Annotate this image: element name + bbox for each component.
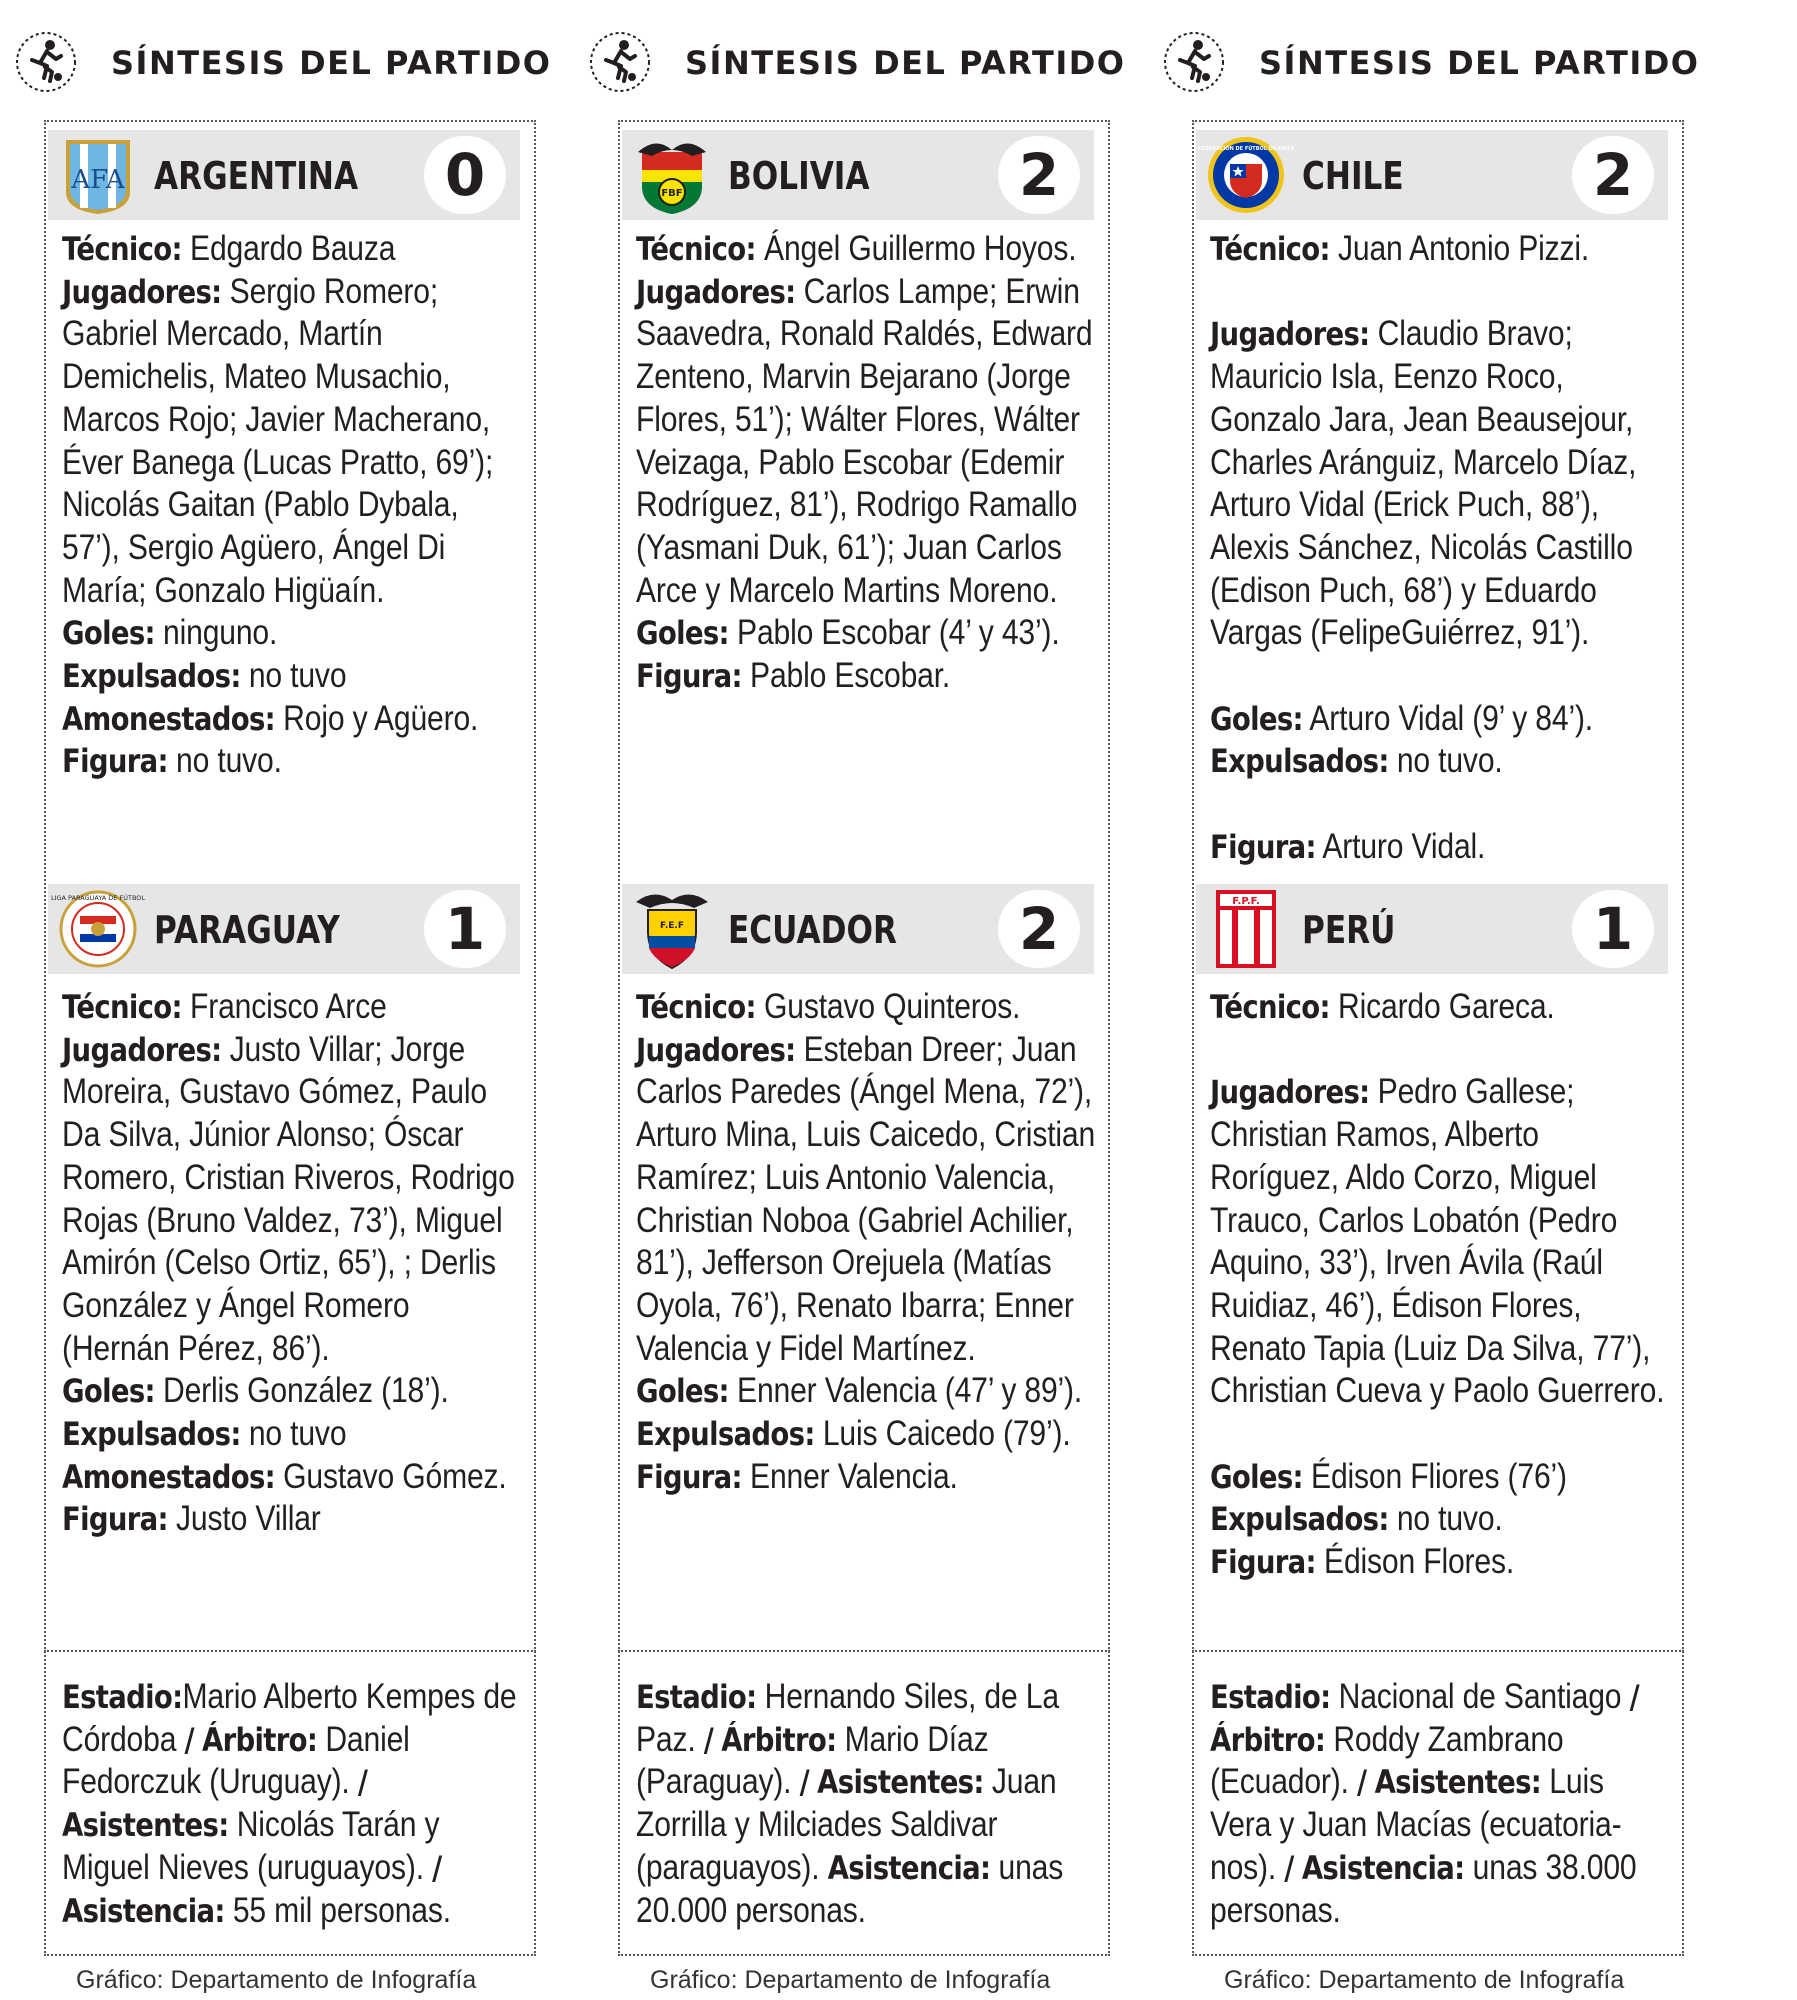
chile-crest-text: FEDERACIÓN DE FÚTBOL DE CHILE — [1197, 146, 1295, 152]
jugadores: Sergio Romero; Gabriel Mercado, Martín Demichelis, Mateo Musachio, Marcos Rojo; Javier Macherano, Éver Banega (Lucas Pratto, 69’); Nicolás Gaitan (Pablo Dybala, 57’), Sergio Agüero, Ángel Di María; Gonzalo Higüaín. — [62, 271, 494, 610]
label-goles: Goles: — [1210, 699, 1303, 738]
label-goles: Goles: — [62, 614, 155, 653]
section-header — [588, 30, 1126, 106]
score: 2 — [998, 890, 1080, 968]
estadio: Nacional de Santiago — [1338, 1677, 1622, 1716]
label-figura: Figura: — [1210, 827, 1316, 866]
label-jugadores: Jugadores: — [62, 1030, 222, 1069]
label-jugadores: Jugadores: — [636, 1030, 796, 1069]
paraguay-league-crest-icon — [50, 888, 146, 970]
paraguay-crest-text: LIGA PARAGUAYA DE FÚTBOL — [50, 894, 146, 902]
tecnico: Juan Antonio Pizzi. — [1338, 229, 1590, 268]
expulsados: no tuvo. — [1396, 1499, 1503, 1539]
amonestados: Gustavo Gómez. — [283, 1456, 507, 1496]
column-argentina-paraguay — [0, 0, 552, 2000]
figura: Justo Villar — [176, 1499, 321, 1539]
match-details — [1210, 1676, 1670, 1932]
slash: / — [184, 1720, 194, 1759]
label-tecnico: Técnico: — [1210, 988, 1330, 1026]
score: 2 — [1572, 136, 1654, 214]
label-jugadores: Jugadores: — [62, 272, 222, 311]
figura: Pablo Escobar. — [750, 656, 951, 696]
separator — [1192, 1650, 1684, 1652]
match-details — [62, 1676, 522, 1932]
running-player-icon — [588, 30, 652, 94]
jugadores: Justo Villar; Jorge Moreira, Gustavo Gómez, Paulo Da Silva, Júnior Alonso; Óscar Romero, Cristian Riveros, Rodrigo Rojas (Bruno Valdez, 73’), Miguel Amirón (Celso Ortiz, 65’), ; Derlis González y Ángel Romero (Hernán Pérez, 86’). — [62, 1029, 515, 1368]
label-figura: Figura: — [1210, 1543, 1316, 1582]
figura: Arturo Vidal. — [1322, 826, 1486, 866]
label-tecnico: Técnico: — [1210, 230, 1330, 268]
team-name: ECUADOR — [728, 908, 897, 952]
score: 1 — [424, 890, 506, 968]
fbf-crest-icon — [632, 134, 712, 216]
tecnico: Gustavo Quinteros. — [764, 987, 1021, 1026]
label-figura: Figura: — [62, 742, 168, 781]
section-header — [14, 30, 552, 106]
label-estadio: Estadio: — [636, 1678, 757, 1716]
label-estadio: Estadio: — [1210, 1678, 1331, 1716]
fbf-crest-text: FBF — [661, 188, 683, 199]
label-tecnico: Técnico: — [62, 230, 182, 268]
label-asistentes: Asistentes: — [817, 1763, 984, 1802]
tecnico: Edgardo Bauza — [190, 229, 396, 268]
label-goles: Goles: — [636, 614, 729, 653]
goles: Derlis González (18’). — [163, 1371, 449, 1411]
arbitro: Mario Díaz (Paraguay). — [636, 1719, 989, 1802]
tecnico: Ángel Guillermo Hoyos. — [764, 229, 1077, 268]
label-goles: Goles: — [62, 1372, 155, 1411]
goles: Arturo Vidal (9’ y 84’). — [1309, 698, 1594, 738]
score: 1 — [1572, 890, 1654, 968]
fef-crest-text: F.E.F — [660, 921, 684, 931]
lineup-bolivia — [636, 228, 1096, 698]
tecnico: Ricardo Gareca. — [1338, 987, 1555, 1026]
graphic-credit: Gráfico: Departamento de Infografía — [1224, 1966, 1625, 1994]
expulsados: no tuvo. — [1396, 741, 1503, 781]
asistentes: Juan Zorrilla y Milciades Saldivar (paraguayos). — [636, 1762, 1057, 1887]
team-name: CHILE — [1302, 154, 1404, 198]
label-amonestados: Amonestados: — [62, 699, 275, 738]
arbitro: Roddy Zambrano (Ecuador). — [1210, 1719, 1564, 1802]
asistencia: unas 38.000 personas. — [1210, 1847, 1637, 1930]
expulsados: no tuvo — [248, 656, 347, 696]
slash: / — [1284, 1848, 1294, 1887]
arbitro: Daniel Fedorczuk (Uruguay). — [62, 1719, 410, 1802]
label-expulsados: Expulsados: — [636, 1415, 815, 1454]
expulsados: Luis Caicedo (79’). — [822, 1414, 1071, 1454]
jugadores: Pedro Gallese; Christian Ramos, Alberto Roríguez, Aldo Corzo, Miguel Trauco, Carlos Lobatón (Pedro Aquino, 33’), Irven Ávila (Raúl Ruidiaz, 46’), Édison Flores, Renato Tapia (Luiz Da Silva, 77’), Christian Cueva y Paolo Guerrero. — [1210, 1072, 1665, 1411]
fpf-crest-icon — [1206, 888, 1286, 970]
figura: Édison Flores. — [1324, 1542, 1515, 1582]
asistentes: Nicolás Tarán y Miguel Nieves (uruguayos). — [62, 1805, 440, 1887]
label-asistencia: Asistencia: — [827, 1848, 991, 1887]
slash: / — [1629, 1678, 1639, 1716]
asistencia: 55 mil personas. — [232, 1890, 451, 1930]
label-goles: Goles: — [1210, 1457, 1303, 1496]
slash: / — [432, 1848, 442, 1887]
graphic-credit: Gráfico: Departamento de Infografía — [76, 1966, 477, 1994]
goles: Enner Valencia (47’ y 89’). — [737, 1371, 1083, 1411]
label-arbitro: Árbitro: — [1210, 1720, 1326, 1759]
label-tecnico: Técnico: — [636, 988, 756, 1026]
estadio: Hernando Siles, de La Paz. — [636, 1677, 1059, 1759]
jugadores: Claudio Bravo; Mauricio Isla, Eenzo Roco, Gonzalo Jara, Jean Beausejour, Charles Aránguiz, Marcelo Díaz, Arturo Vidal (Erick Puch, 88’), Alexis Sánchez, Nicolás Castillo (Edison Puch, 68’) y Eduardo Vargas (FelipeGuiérrez, 91’). — [1210, 314, 1637, 653]
team-band-paraguay — [48, 884, 520, 974]
chile-federation-crest-icon — [1197, 134, 1295, 216]
team-band-argentina — [48, 130, 520, 220]
afa-crest-text: AFA — [71, 165, 125, 195]
amonestados: Rojo y Agüero. — [283, 698, 479, 738]
team-name: PARAGUAY — [154, 908, 340, 952]
section-header — [1162, 30, 1700, 106]
label-amonestados: Amonestados: — [62, 1457, 275, 1496]
label-figura: Figura: — [636, 657, 742, 696]
section-title: SÍNTESIS DEL PARTIDO — [111, 44, 552, 82]
graphic-credit: Gráfico: Departamento de Infografía — [650, 1966, 1051, 1994]
lineup-paraguay — [62, 986, 522, 1541]
label-figura: Figura: — [636, 1457, 742, 1496]
label-jugadores: Jugadores: — [1210, 315, 1370, 354]
goles: Édison Fliores (76’) — [1311, 1456, 1567, 1496]
jugadores: Esteban Dreer; Juan Carlos Paredes (Ángel Mena, 72’), Arturo Mina, Luis Caicedo, Cristian Ramírez; Luis Antonio Valencia, Christian Noboa (Gabriel Achilier, 81’), Jefferson Orejuela (Matías Oyola, 76’), Renato Ibarra; Enner Valencia y Fidel Martínez. — [636, 1029, 1096, 1368]
figura: no tuvo. — [176, 741, 282, 781]
goles: Pablo Escobar (4’ y 43’). — [737, 613, 1060, 653]
asistencia: unas 20.000 personas. — [636, 1847, 1064, 1930]
separator — [618, 1650, 1110, 1652]
fef-crest-icon — [632, 888, 712, 970]
team-name: BOLIVIA — [728, 154, 870, 198]
tecnico: Francisco Arce — [190, 987, 387, 1026]
slash: / — [1357, 1763, 1367, 1802]
slash: / — [357, 1763, 368, 1802]
label-figura: Figura: — [62, 1500, 168, 1539]
column-chile-peru — [1148, 0, 1700, 2000]
label-asistentes: Asistentes: — [62, 1806, 229, 1845]
team-band-bolivia — [622, 130, 1094, 220]
lineup-chile — [1210, 228, 1670, 869]
label-jugadores: Jugadores: — [636, 272, 796, 311]
label-expulsados: Expulsados: — [62, 1415, 241, 1454]
running-player-icon — [14, 30, 78, 94]
label-asistencia: Asistencia: — [1301, 1848, 1465, 1887]
label-arbitro: Árbitro: — [721, 1720, 837, 1759]
lineup-peru — [1210, 986, 1670, 1584]
team-band-chile — [1196, 130, 1668, 220]
goles: ninguno. — [163, 613, 278, 653]
team-name: PERÚ — [1302, 908, 1396, 952]
slash: / — [703, 1720, 714, 1759]
running-player-icon — [1162, 30, 1226, 94]
lineup-ecuador — [636, 986, 1096, 1498]
fpf-crest-text: F.P.F. — [1232, 896, 1260, 907]
asistentes: Luis Vera y Juan Macías (ecuatoria-nos). — [1210, 1762, 1622, 1887]
label-tecnico: Técnico: — [62, 988, 182, 1026]
column-bolivia-ecuador — [574, 0, 1126, 2000]
label-jugadores: Jugadores: — [1210, 1073, 1370, 1112]
label-tecnico: Técnico: — [636, 230, 756, 268]
slash: / — [799, 1763, 809, 1802]
estadio: Mario Alberto Kempes de Córdoba — [62, 1677, 517, 1759]
score: 2 — [998, 136, 1080, 214]
label-expulsados: Expulsados: — [1210, 1500, 1389, 1539]
section-title: SÍNTESIS DEL PARTIDO — [685, 44, 1126, 82]
afa-crest-icon — [58, 134, 138, 216]
label-expulsados: Expulsados: — [1210, 742, 1389, 781]
jugadores: Carlos Lampe; Erwin Saavedra, Ronald Raldés, Edward Zenteno, Marvin Bejarano (Jorge Flores, 51’); Wálter Flores, Wálter Veizaga, Pablo Escobar (Edemir Rodríguez, 81’), Rodrigo Ramallo (Yasmani Duk, 61’); Juan Carlos Arce y Marcelo Martins Moreno. — [636, 271, 1093, 610]
figura: Enner Valencia. — [750, 1456, 958, 1496]
team-band-peru — [1196, 884, 1668, 974]
label-expulsados: Expulsados: — [62, 657, 241, 696]
label-arbitro: Árbitro: — [202, 1720, 318, 1759]
separator — [44, 1650, 536, 1652]
match-details — [636, 1676, 1096, 1932]
label-estadio: Estadio: — [62, 1678, 183, 1716]
lineup-argentina — [62, 228, 522, 783]
label-goles: Goles: — [636, 1372, 729, 1411]
team-band-ecuador — [622, 884, 1094, 974]
label-asistencia: Asistencia: — [62, 1891, 225, 1930]
section-title: SÍNTESIS DEL PARTIDO — [1259, 44, 1700, 82]
expulsados: no tuvo — [248, 1414, 347, 1454]
score: 0 — [424, 136, 506, 214]
team-name: ARGENTINA — [154, 154, 359, 198]
label-asistentes: Asistentes: — [1374, 1763, 1542, 1802]
